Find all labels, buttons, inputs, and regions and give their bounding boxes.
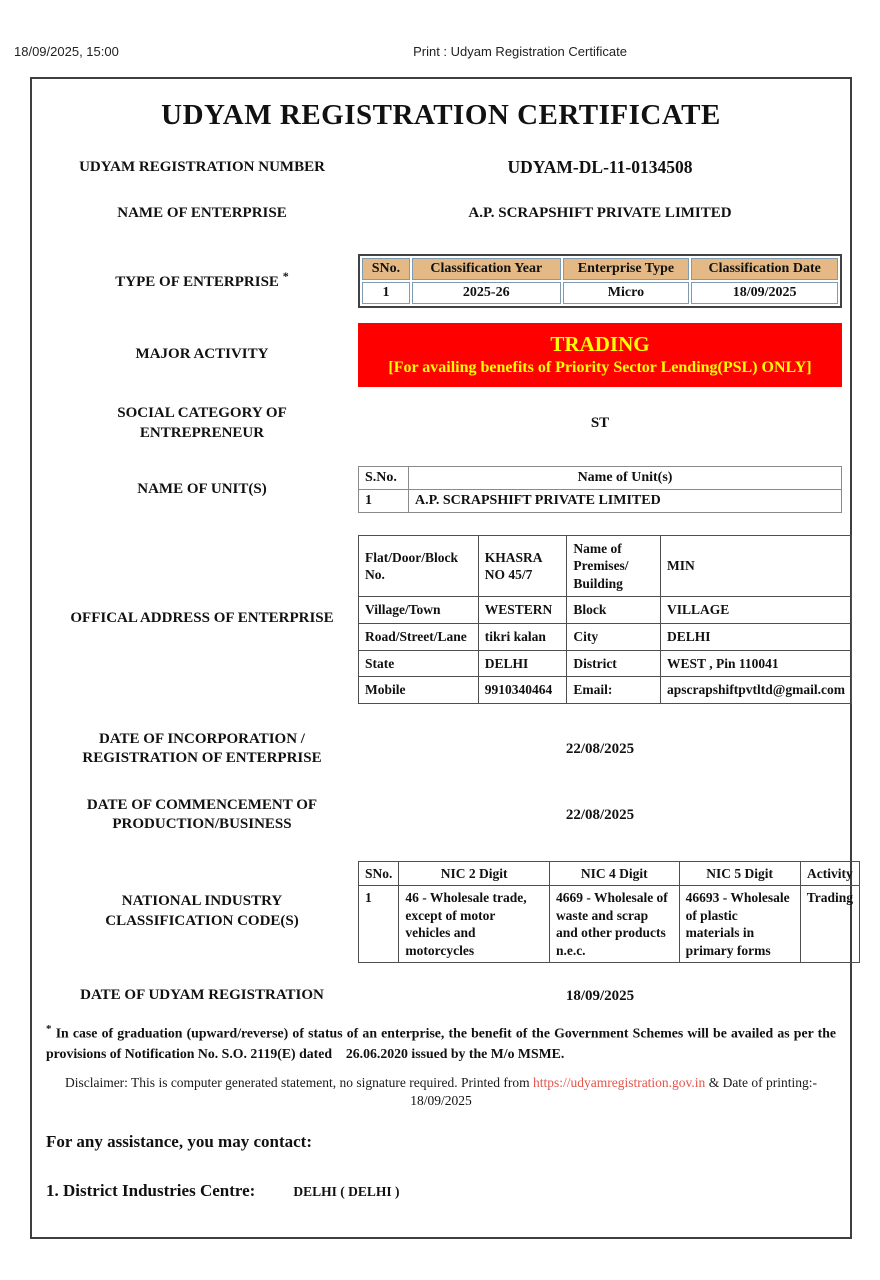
field-row-date-commencement bbox=[32, 796, 850, 835]
date-incorporation-value: 22/08/2025 bbox=[565, 740, 635, 757]
units-table-header-name: Name of Unit(s) bbox=[409, 466, 842, 489]
address-row: Mobile 9910340464 Email: apscrapshiftpvtltd@gmail.com bbox=[359, 677, 852, 704]
print-page-title: Print : Udyam Registration Certificate bbox=[413, 44, 627, 59]
printing-date: 18/09/2025 bbox=[410, 1093, 472, 1109]
address-row: Flat/Door/Block No. KHASRA NO 45/7 Name of Premises/ Building MIN bbox=[359, 535, 852, 597]
field-row-type-of-enterprise bbox=[32, 254, 850, 308]
field-row-units bbox=[32, 466, 850, 513]
field-row-date-incorporation bbox=[32, 730, 850, 769]
units-table-data-row bbox=[359, 489, 842, 512]
social-category-value: ST bbox=[590, 415, 610, 432]
units-table-header-sno: S.No. bbox=[359, 466, 409, 489]
date-incorporation-label: DATE OF INCORPORATION / REGISTRATION OF ENTERPRISE bbox=[82, 730, 322, 767]
nic-label: NATIONAL INDUSTRY CLASSIFICATION CODE(S) bbox=[105, 893, 299, 929]
type-table-header-year: Classification Year bbox=[412, 258, 561, 280]
nic-header-2digit: NIC 2 Digit bbox=[399, 861, 550, 886]
field-row-social-category bbox=[32, 404, 850, 444]
nic-table bbox=[358, 861, 860, 964]
footnote-asterisk: * bbox=[46, 1022, 52, 1035]
address-table bbox=[358, 535, 852, 704]
nic-cell-sno: 1 bbox=[359, 886, 399, 963]
registration-number-label: UDYAM REGISTRATION NUMBER bbox=[79, 158, 325, 175]
units-table-cell-sno: 1 bbox=[359, 489, 409, 512]
type-table-cell-year: 2025-26 bbox=[412, 282, 561, 304]
nic-header-4digit: NIC 4 Digit bbox=[549, 861, 679, 886]
major-activity-value: TRADING bbox=[550, 331, 650, 356]
type-table-header-row bbox=[362, 258, 838, 280]
nic-table-data-row bbox=[359, 886, 860, 963]
date-udyam-value: 18/09/2025 bbox=[565, 987, 635, 1004]
type-of-enterprise-label: TYPE OF ENTERPRISE * bbox=[115, 268, 289, 290]
major-activity-banner bbox=[358, 323, 842, 387]
units-table bbox=[358, 466, 842, 513]
nic-cell-2digit: 46 - Wholesale trade, except of motor vehicles and motorcycles bbox=[399, 886, 550, 963]
nic-table-header-row bbox=[359, 861, 860, 886]
certificate-box bbox=[30, 77, 852, 1239]
major-activity-label: MAJOR ACTIVITY bbox=[135, 345, 269, 362]
district-industries-centre-label: 1. District Industries Centre: bbox=[46, 1181, 256, 1201]
udyam-registration-link[interactable]: https://udyamregistration.gov.in bbox=[532, 1074, 706, 1090]
footnote-text: In case of graduation (upward/reverse) of status of an enterprise, the benefit of the Government Schemes will be availed as per the provisions of Notification No. S.O. 2119(E) dated 26.06.2020 issued by the M/o MSME. bbox=[46, 1025, 837, 1062]
disclaimer-text: Disclaimer: This is computer generated statement, no signature required. Printed from https://udyamregistration.gov.in & Date of printing:- bbox=[64, 1074, 818, 1090]
field-row-address bbox=[32, 535, 850, 704]
asterisk-marker: * bbox=[282, 268, 289, 283]
units-table-cell-name: A.P. SCRAPSHIFT PRIVATE LIMITED bbox=[409, 489, 842, 512]
nic-header-sno: SNo. bbox=[359, 861, 399, 886]
address-label: OFFICAL ADDRESS OF ENTERPRISE bbox=[70, 610, 334, 627]
date-udyam-label: DATE OF UDYAM REGISTRATION bbox=[80, 987, 324, 1004]
major-activity-note: [For availing benefits of Priority Sector Lending(PSL) ONLY] bbox=[388, 358, 812, 376]
field-row-enterprise-name bbox=[32, 204, 850, 224]
registration-number-value: UDYAM-DL-11-0134508 bbox=[507, 157, 693, 177]
field-row-registration-number bbox=[32, 157, 850, 178]
enterprise-name-label: NAME OF ENTERPRISE bbox=[117, 205, 287, 221]
type-table-cell-sno: 1 bbox=[362, 282, 410, 304]
field-row-nic bbox=[32, 861, 853, 964]
field-row-date-udyam-registration bbox=[32, 986, 850, 1006]
type-table-data-row bbox=[362, 282, 838, 304]
type-table-header-type: Enterprise Type bbox=[563, 258, 690, 280]
field-row-major-activity bbox=[32, 323, 850, 387]
district-industries-centre-line bbox=[32, 1181, 850, 1201]
nic-header-activity: Activity bbox=[800, 861, 859, 886]
certificate-title: UDYAM REGISTRATION CERTIFICATE bbox=[161, 99, 721, 131]
social-category-label: SOCIAL CATEGORY OF ENTREPRENEUR bbox=[117, 405, 287, 441]
nic-cell-activity: Trading bbox=[800, 886, 859, 963]
type-of-enterprise-table bbox=[358, 254, 842, 308]
address-row: Village/Town WESTERN Block VILLAGE bbox=[359, 597, 852, 624]
print-datetime: 18/09/2025, 15:00 bbox=[14, 44, 119, 59]
units-label: NAME OF UNIT(S) bbox=[137, 480, 267, 497]
address-row: Road/Street/Lane tikri kalan City DELHI bbox=[359, 623, 852, 650]
units-table-header-row bbox=[359, 466, 842, 489]
date-commencement-value: 22/08/2025 bbox=[565, 806, 635, 823]
type-table-header-date: Classification Date bbox=[691, 258, 838, 280]
graduation-footnote bbox=[32, 1021, 850, 1065]
type-table-cell-date: 18/09/2025 bbox=[691, 282, 838, 304]
nic-cell-4digit: 4669 - Wholesale of waste and scrap and other products n.e.c. bbox=[549, 886, 679, 963]
address-row: State DELHI District WEST , Pin 110041 bbox=[359, 650, 852, 677]
type-table-header-sno: SNo. bbox=[362, 258, 410, 280]
browser-print-header bbox=[0, 0, 880, 77]
district-industries-centre-value: DELHI ( DELHI ) bbox=[293, 1184, 400, 1200]
enterprise-name-value: A.P. SCRAPSHIFT PRIVATE LIMITED bbox=[468, 205, 732, 222]
date-commencement-label: DATE OF COMMENCEMENT OF PRODUCTION/BUSINESS bbox=[86, 796, 318, 833]
assistance-heading: For any assistance, you may contact: bbox=[46, 1132, 312, 1152]
nic-header-5digit: NIC 5 Digit bbox=[679, 861, 800, 886]
type-table-cell-type: Micro bbox=[563, 282, 690, 304]
nic-cell-5digit: 46693 - Wholesale of plastic materials in primary forms bbox=[679, 886, 800, 963]
